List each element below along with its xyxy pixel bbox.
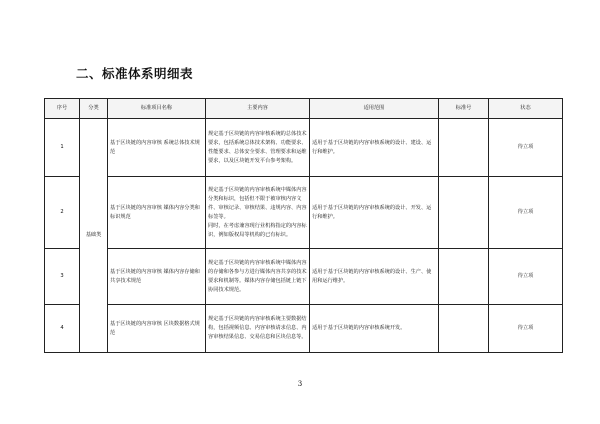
row-no: 2 xyxy=(45,177,80,249)
header-scope: 适用范围 xyxy=(310,99,439,119)
header-status: 状态 xyxy=(489,99,563,119)
row-scope: 适用于基于区块链的内容审核系统的设计、开发、运行和维护。 xyxy=(310,177,439,249)
row-no: 3 xyxy=(45,249,80,305)
table-row xyxy=(45,305,563,353)
table-row xyxy=(45,249,563,305)
row-no: 1 xyxy=(45,119,80,177)
row-std-no xyxy=(439,177,489,249)
page-number: 3 xyxy=(297,380,303,388)
row-name: 基于区块链的内容审核 系统总体技术规范 xyxy=(108,119,206,177)
header-name: 标准项目名称 xyxy=(108,99,206,119)
row-name: 基于区块链的内容审核 区块数据格式规范 xyxy=(108,305,206,353)
header-std-no: 标准号 xyxy=(439,99,489,119)
header-category: 分类 xyxy=(80,99,108,119)
row-std-no xyxy=(439,249,489,305)
table-row xyxy=(45,119,563,177)
row-content: 规定基于区块链的内容审核系统中媒体内容的存储和各参与方进行媒体内容共享的技术要求和机制等。媒体内容存储包括链上链下协同技术规范。 xyxy=(206,249,310,305)
row-status: 待立项 xyxy=(489,305,563,353)
row-std-no xyxy=(439,119,489,177)
category-cell: 基础类 xyxy=(80,119,108,353)
row-content: 规定基于区块链的内容审核系统主要数据结构，包括视频信息、内容审核请求信息、内容审核结果信息、交易信息和区块信息等。 xyxy=(206,305,310,353)
row-content: 规定基于区块链的内容审核系统的总体技术要求，包括系统总体技术架构、功能要求、性能要求、总体安全要求、管理要求和运维要求，以及区块链开发平台参考架构。 xyxy=(206,119,310,177)
row-name: 基于区块链的内容审核 媒体内容存储和共享技术规范 xyxy=(108,249,206,305)
header-seq: 序号 xyxy=(45,99,80,119)
row-status: 待立项 xyxy=(489,119,563,177)
row-content: 规定基于区块链的内容审核系统中媒体内容分类和标识，包括但不限于被审核内容文件、审核记录、审核结果、违规内容、内容标签等。 同时，在考虑兼容现行业机构指定的内容标识，例如版权局等机构的已有标识。 xyxy=(206,177,310,249)
row-std-no xyxy=(439,305,489,353)
row-scope: 适用于基于区块链的内容审核系统开发。 xyxy=(310,305,439,353)
standards-table xyxy=(44,98,563,353)
row-no: 4 xyxy=(45,305,80,353)
row-status: 待立项 xyxy=(489,249,563,305)
row-scope: 适用于基于区块链的内容审核系统的设计、生产、使用和运行维护。 xyxy=(310,249,439,305)
header-content: 主要内容 xyxy=(206,99,310,119)
table-header-row xyxy=(45,99,563,119)
row-scope: 适用于基于区块链的内容审核系统的设计、建设、运行和维护。 xyxy=(310,119,439,177)
section-title: 二、标准体系明细表 xyxy=(76,66,194,81)
row-status: 待立项 xyxy=(489,177,563,249)
table-row xyxy=(45,177,563,249)
row-name: 基于区块链的内容审核 媒体内容分类和标识规范 xyxy=(108,177,206,249)
